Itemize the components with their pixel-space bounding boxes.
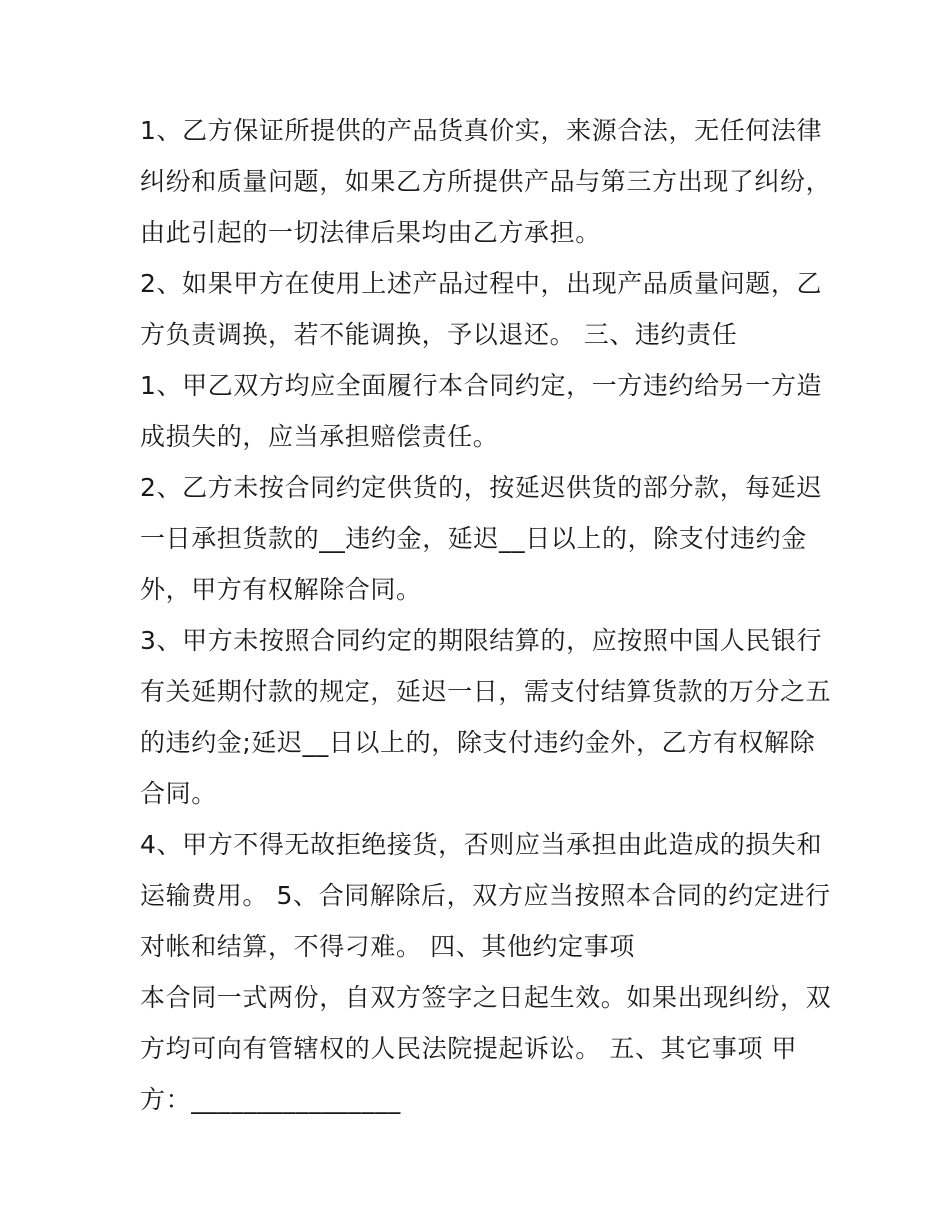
text-line: 成损失的，应当承担赔偿责任。 xyxy=(140,422,499,451)
text-line: 运输费用。 5、合同解除后，双方应当按照本合同的约定进行 xyxy=(140,881,831,910)
text-line: 的违约金;延迟__日以上的，除支付违约金外，乙方有权解除 xyxy=(140,728,816,757)
text-line: 1、乙方保证所提供的产品货真价实，来源合法，无任何法律 xyxy=(140,116,823,145)
paragraph-quality-exchange xyxy=(140,258,823,360)
paragraph-refusal-termination xyxy=(140,819,831,972)
signature-line-party-a: 方：________________ xyxy=(140,1085,401,1114)
text-line: 方均可向有管辖权的人民法院提起诉讼。 五、其它事项 甲 xyxy=(140,1034,798,1063)
text-line: 纠纷和质量问题，如果乙方所提供产品与第三方出现了纠纷， xyxy=(140,167,832,196)
paragraph-breach-liability xyxy=(140,360,823,462)
text-line: 4、甲方不得无故拒绝接货，否则应当承担由此造成的损失和 xyxy=(140,830,823,859)
text-line: 对帐和结算，不得刁难。 四、其他约定事项 xyxy=(140,932,635,961)
text-line: 2、如果甲方在使用上述产品过程中，出现产品质量问题，乙 xyxy=(140,269,823,298)
text-line: 合同。 xyxy=(140,779,217,808)
text-line: 方负责调换，若不能调换，予以退还。 三、违约责任 xyxy=(140,320,738,349)
text-line: 外，甲方有权解除合同。 xyxy=(140,575,422,604)
text-line: 本合同一式两份，自双方签字之日起生效。如果出现纠纷，双 xyxy=(140,983,832,1012)
text-line: 有关延期付款的规定，延迟一日，需支付结算货款的万分之五 xyxy=(140,677,832,706)
text-line: 由此引起的一切法律后果均由乙方承担。 xyxy=(140,218,601,247)
paragraph-product-guarantee xyxy=(140,105,832,258)
text-line: 一日承担货款的__违约金，延迟__日以上的，除支付违约金 xyxy=(140,524,807,553)
paragraph-late-payment xyxy=(140,615,832,819)
paragraph-late-delivery xyxy=(140,462,823,615)
paragraph-copies-signature xyxy=(140,972,832,1125)
text-line: 3、甲方未按照合同约定的期限结算的，应按照中国人民银行 xyxy=(140,626,823,655)
text-line: 1、甲乙双方均应全面履行本合同约定，一方违约给另一方造 xyxy=(140,371,823,400)
text-line: 2、乙方未按合同约定供货的，按延迟供货的部分款，每延迟 xyxy=(140,473,823,502)
document-page xyxy=(140,105,832,1125)
